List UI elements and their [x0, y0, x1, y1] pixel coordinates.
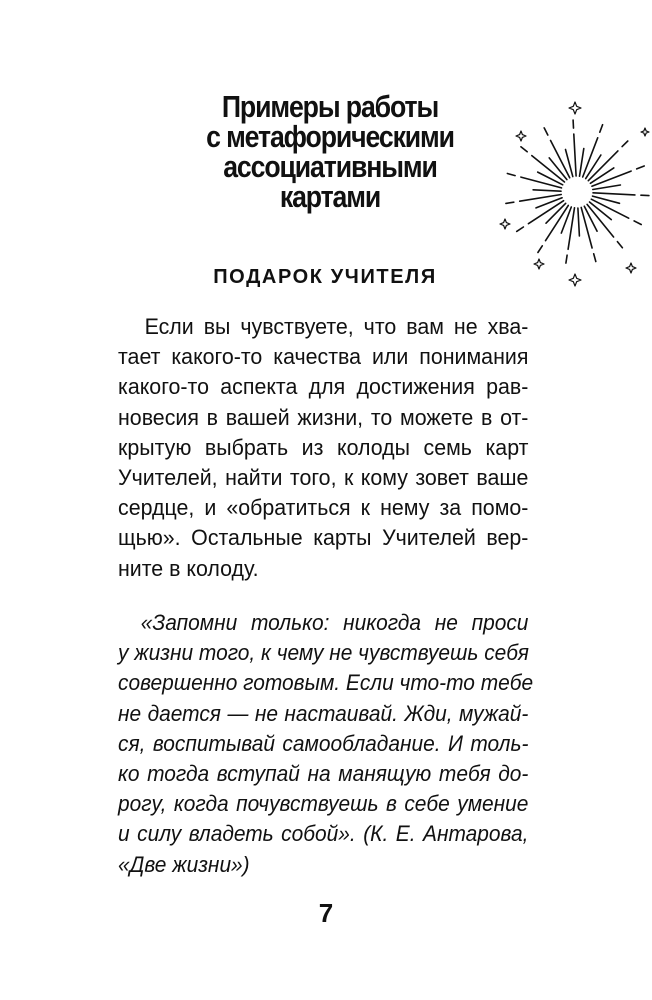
starburst-ray-tail [517, 227, 524, 231]
heading-line: с метафорическими [206, 119, 454, 154]
starburst-ray-tail [617, 242, 622, 248]
quote-line: ко тогда вступай на манящую тебя до- [118, 761, 529, 787]
heading-line: Примеры работы [221, 89, 439, 124]
starburst-ray-tail [544, 128, 548, 135]
starburst-ray-tail [506, 202, 514, 203]
starburst-ray-tail [507, 174, 515, 176]
sparkle-star-icon [569, 102, 581, 114]
body-line: крытую выбрать из колоды семь карт [118, 434, 529, 460]
body-line: щью». Остальные карты Учителей вер- [118, 525, 529, 551]
starburst-ray [574, 134, 576, 176]
quote-line: «Две жизни») [118, 851, 250, 877]
quote-line: «Запомни только: никогда не проси [140, 610, 529, 635]
starburst-ray [536, 198, 562, 208]
heading-line: ассоциативными [223, 149, 437, 184]
sparkle-star-icon [534, 259, 544, 269]
body-line: новесия в вашей жизни, то можете в от- [118, 404, 529, 430]
starburst-ray [588, 151, 618, 181]
starburst-ray-tail [521, 147, 527, 152]
body-line: Учителей, найти того, к кому зовет ваше [118, 465, 529, 491]
body-line: какого-то аспекта для достижения рав- [118, 374, 529, 400]
quote-line: у жизни того, к чему не чувствуешь себя [118, 640, 529, 666]
starburst-ray-tail [600, 125, 603, 133]
starburst-ray [593, 193, 635, 195]
body-line: сердце, и «обратиться к нему за помо- [118, 495, 529, 521]
starburst-ray-tail [634, 221, 641, 225]
quote-line: не дается — не настаивай. Жди, мужай- [118, 700, 529, 726]
starburst-ray [533, 190, 561, 191]
sparkle-star-icon [626, 263, 636, 273]
starburst-ray [578, 208, 580, 236]
body-line: Если вы чувствуете, что вам не хва- [144, 314, 529, 339]
quote-line: и силу владеть собой». (К. Е. Антарова, [118, 821, 529, 847]
sparkle-star-icon [569, 274, 581, 286]
sparkle-star-icon [500, 219, 510, 229]
starburst-ray-tail [594, 254, 596, 262]
quote-line: рогу, когда почувствуешь в себе умение [118, 791, 529, 817]
starburst-ray [580, 149, 584, 177]
sparkle-star-icon [516, 131, 526, 141]
starburst-icon [495, 92, 652, 292]
starburst-rays [506, 120, 649, 263]
chapter-heading [175, 89, 485, 214]
starburst-ray-tail [566, 255, 567, 263]
page-number: 7 [318, 898, 334, 928]
starburst-ray-tail [538, 246, 542, 253]
body-paragraph [118, 312, 528, 584]
section-title: ПОДАРОК УЧИТЕЛЯ [213, 266, 437, 288]
body-line: тает какого-то качества или понимания [118, 344, 529, 370]
starburst-ray [521, 177, 562, 188]
body-line: ните в колоду. [118, 555, 259, 581]
quote-paragraph [118, 608, 534, 880]
sparkle-star-icon [641, 128, 649, 136]
starburst-ray-tail [622, 141, 628, 147]
quote-line: совершенно готовым. Если что-то тебе [118, 670, 534, 696]
starburst-ray [561, 207, 571, 233]
starburst-ray-tail [637, 166, 645, 169]
starburst-ray [581, 207, 592, 248]
quote-line: ся, воспитывай самообладание. И толь- [118, 730, 529, 756]
starburst-ray [593, 185, 621, 190]
heading-line: картами [279, 179, 381, 214]
